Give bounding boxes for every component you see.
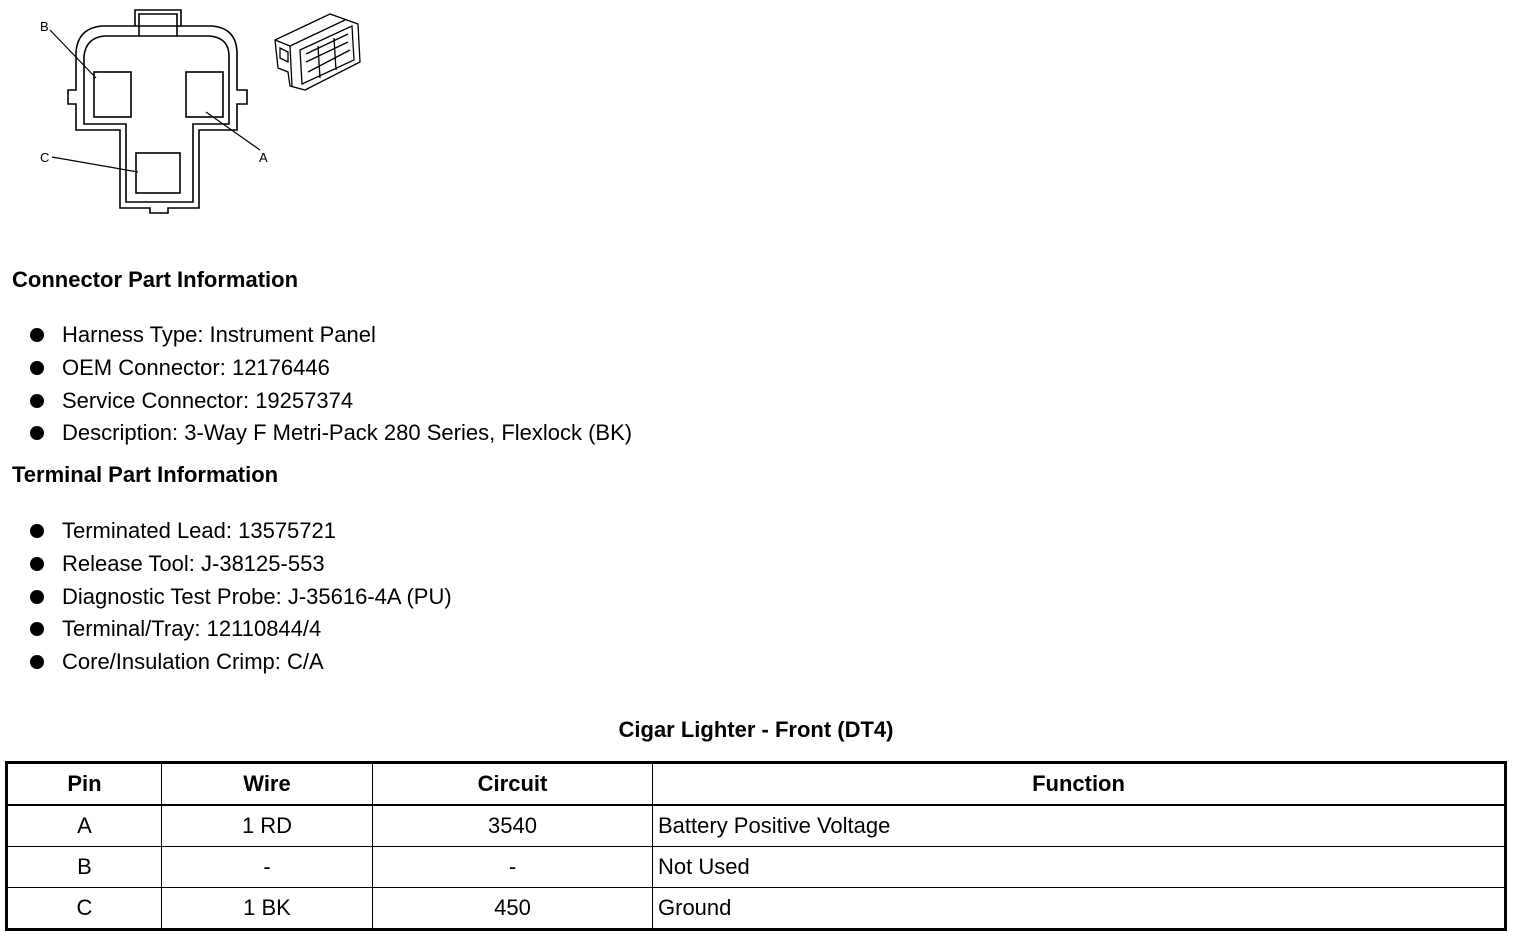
diagnostic-test-probe: Diagnostic Test Probe: J-35616-4A (PU) — [62, 583, 452, 609]
harness-type: Harness Type: Instrument Panel — [62, 322, 376, 347]
bullet-icon — [30, 622, 44, 636]
table-row — [7, 847, 1506, 888]
function-cell: Battery Positive Voltage — [653, 805, 1506, 847]
callout-c: C — [40, 150, 50, 165]
pin-cell: A — [7, 805, 162, 847]
list-item — [28, 418, 632, 451]
bullet-icon — [30, 328, 44, 342]
circuit-cell: - — [373, 847, 653, 888]
function-cell: Not Used — [653, 847, 1506, 888]
terminated-lead: Terminated Lead: 13575721 — [62, 518, 336, 543]
bullet-icon — [30, 590, 44, 604]
pin-cell: B — [7, 847, 162, 888]
pin-cell: C — [7, 888, 162, 930]
list-item — [28, 549, 452, 582]
column-header-wire: Wire — [162, 763, 373, 806]
wire-cell: 1 BK — [162, 888, 373, 930]
table-header-row — [7, 763, 1506, 806]
table-row — [7, 888, 1506, 930]
connector-part-info-list — [28, 320, 632, 451]
wire-cell: 1 RD — [162, 805, 373, 847]
wire-cell: - — [162, 847, 373, 888]
circuit-cell: 450 — [373, 888, 653, 930]
list-item — [28, 353, 632, 386]
table-row — [7, 805, 1506, 847]
core-insulation-crimp: Core/Insulation Crimp: C/A — [62, 649, 324, 675]
oem-connector: OEM Connector: 12176446 — [62, 354, 330, 380]
bullet-icon — [30, 361, 44, 375]
release-tool: Release Tool: J-38125-553 — [62, 550, 325, 576]
column-header-function: Function — [653, 763, 1506, 806]
terminal-part-info-heading: Terminal Part Information — [12, 462, 279, 487]
bullet-icon — [30, 524, 44, 538]
connector-description: Description: 3-Way F Metri-Pack 280 Series, Flexlock (BK) — [62, 420, 633, 446]
circuit-cell: 3540 — [373, 805, 653, 847]
list-item — [28, 614, 452, 647]
connector-face-view — [50, 10, 260, 213]
connector-isometric-view — [275, 14, 360, 90]
terminal-part-info-list — [28, 516, 452, 680]
function-cell: Ground — [653, 888, 1506, 930]
list-item — [28, 647, 452, 680]
cavity-a — [186, 72, 223, 117]
connector-diagram — [0, 0, 380, 225]
list-item — [28, 320, 632, 353]
column-header-circuit: Circuit — [373, 763, 653, 806]
terminal-tray: Terminal/Tray: 12110844/4 — [62, 616, 322, 642]
service-connector: Service Connector: 19257374 — [62, 387, 354, 413]
connector-part-info-heading: Connector Part Information — [12, 267, 299, 292]
pin-table-title: Cigar Lighter - Front (DT4) — [618, 717, 894, 742]
cavity-b — [94, 72, 131, 117]
callout-a: A — [259, 150, 268, 165]
cavity-c — [136, 153, 180, 193]
bullet-icon — [30, 426, 44, 440]
column-header-pin: Pin — [7, 763, 162, 806]
bullet-icon — [30, 655, 44, 669]
pin-table — [5, 761, 1507, 931]
list-item — [28, 386, 632, 419]
bullet-icon — [30, 394, 44, 408]
list-item — [28, 516, 452, 549]
bullet-icon — [30, 557, 44, 571]
list-item — [28, 582, 452, 615]
callout-b: B — [40, 19, 49, 34]
